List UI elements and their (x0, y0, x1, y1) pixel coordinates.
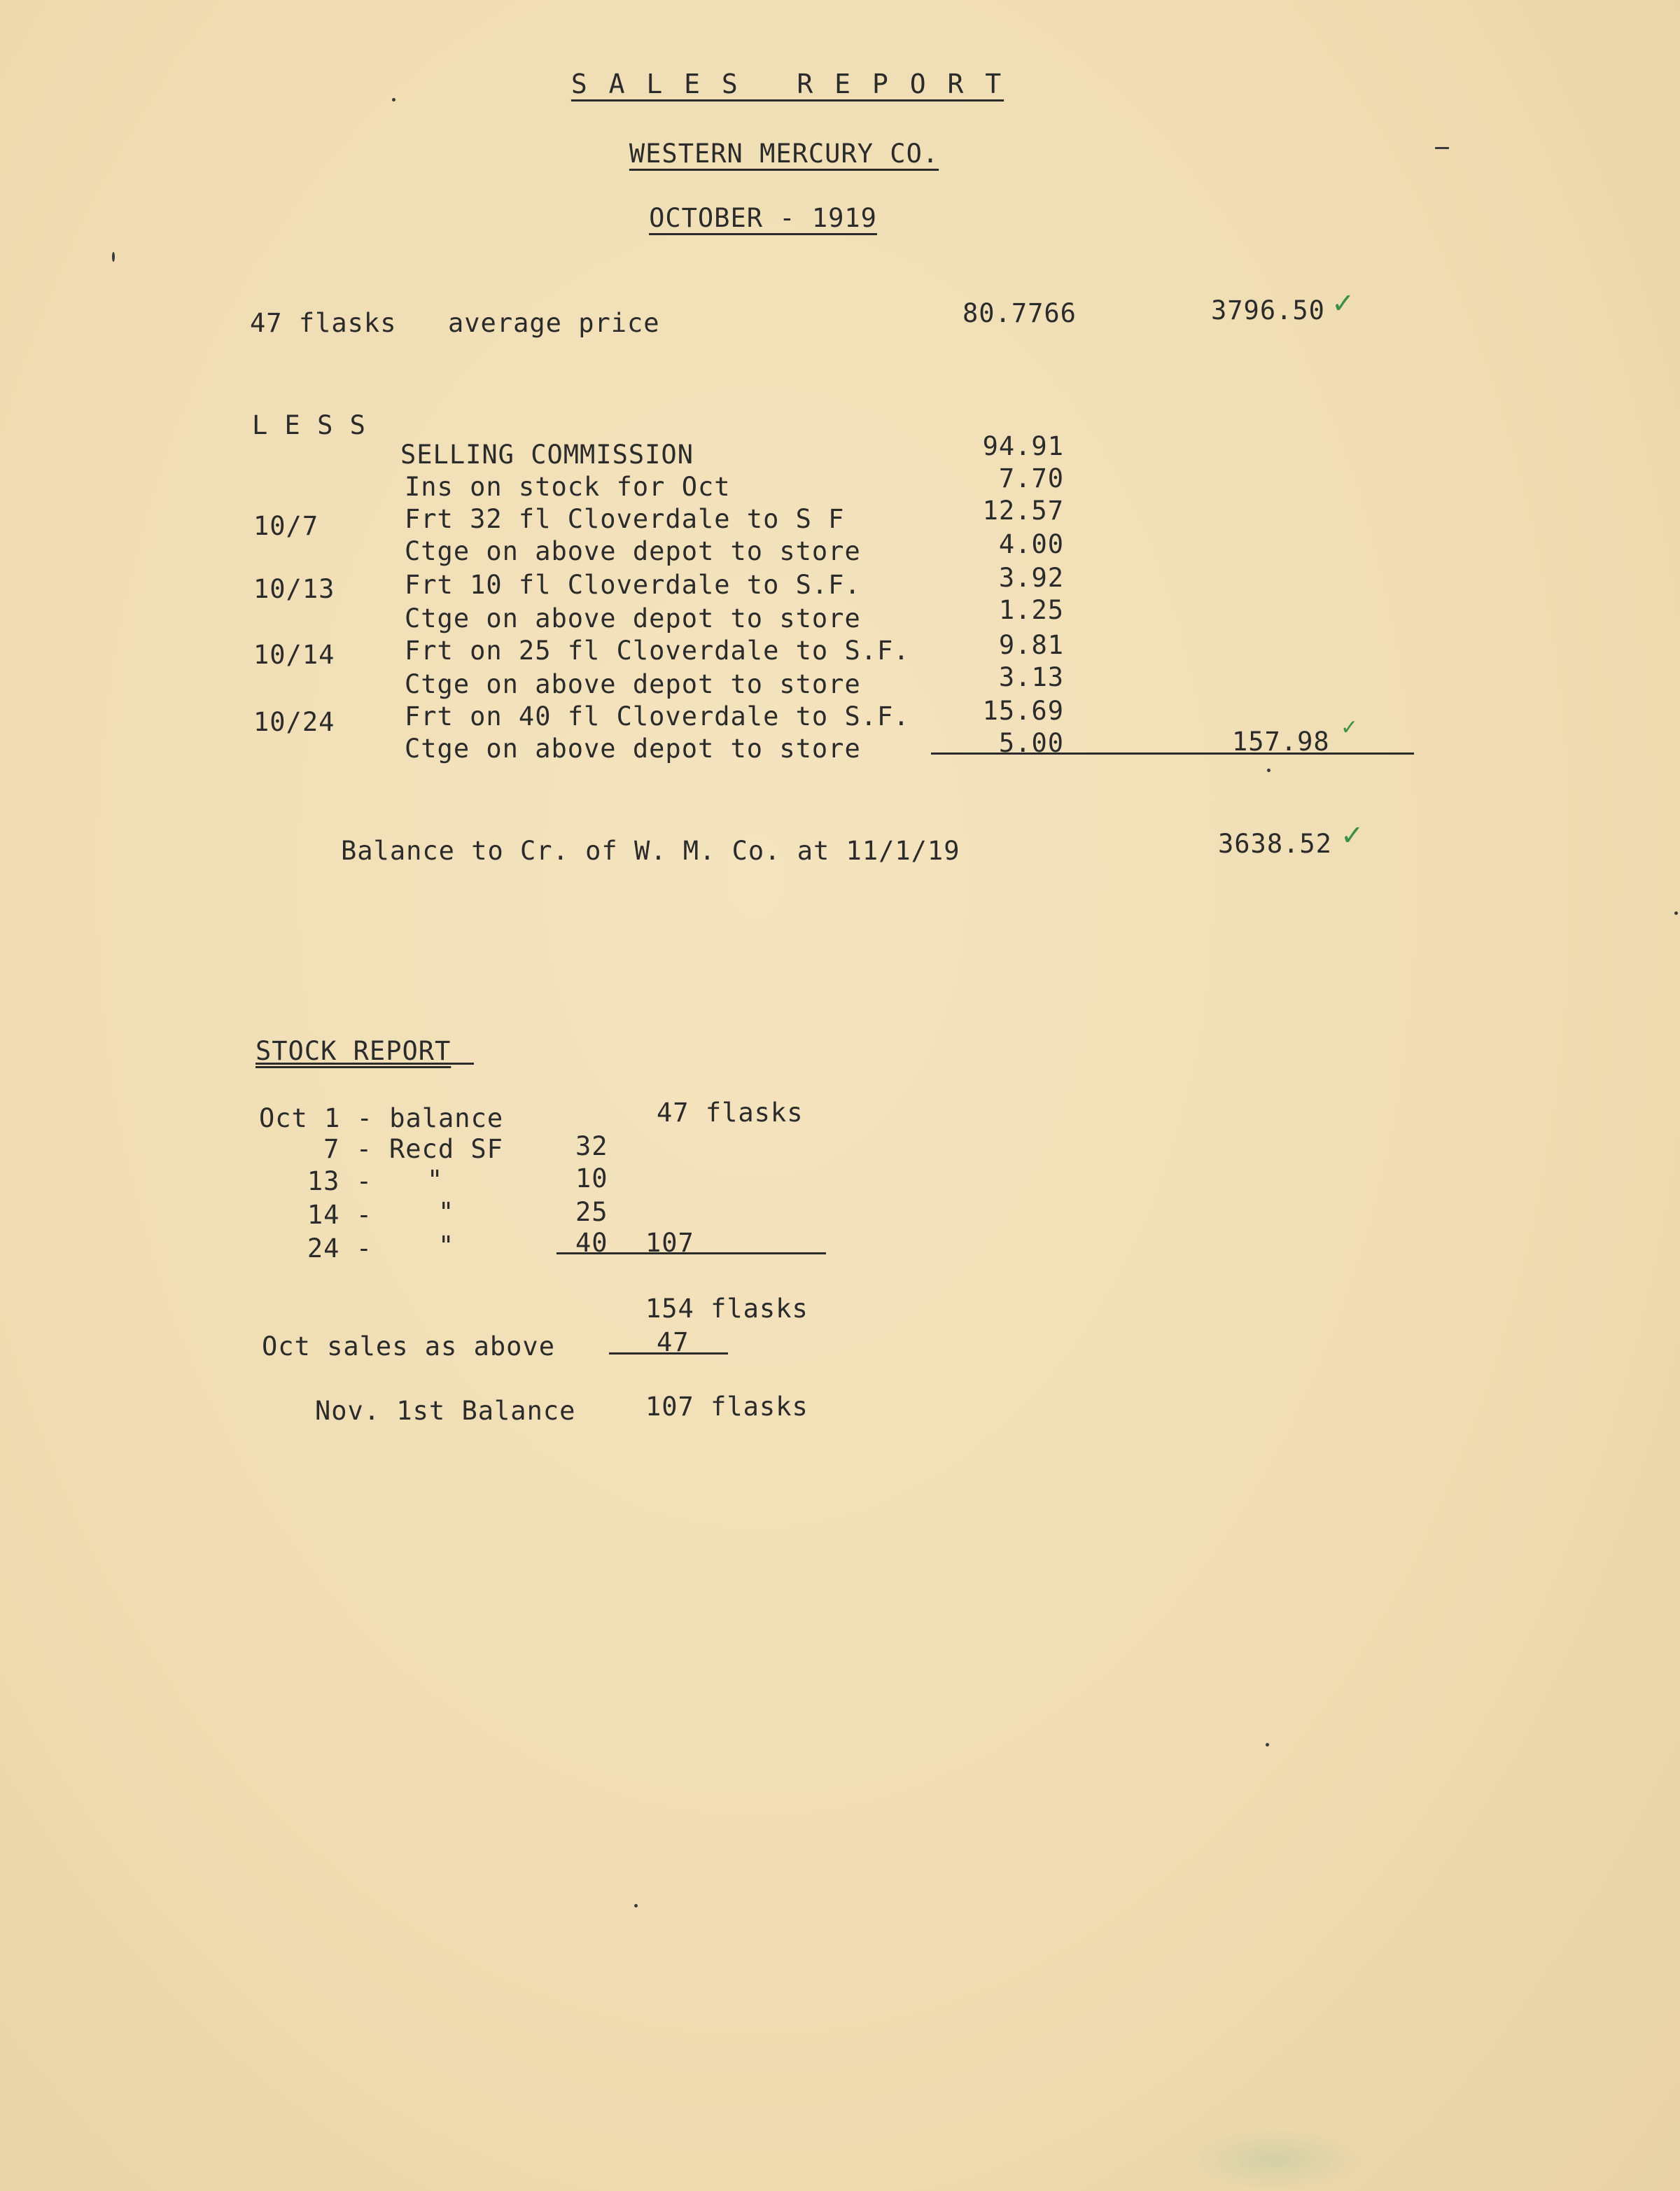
less-amount: 3.92 (998, 563, 1064, 593)
less-desc: Ctge on above depot to store (405, 734, 861, 764)
check-mark-icon: ✓ (1340, 820, 1364, 852)
report-title: S A L E S R E P O R T (570, 69, 1004, 99)
receipt-qty: 25 (575, 1197, 608, 1227)
stock-opening-label: Oct 1 - balance (259, 1103, 504, 1133)
less-amount: 1.25 (998, 595, 1064, 625)
paper-speck (1266, 1743, 1269, 1746)
closing-value: 107 flasks (645, 1392, 808, 1422)
sales-rule (609, 1352, 728, 1354)
receipt-qty: 10 (575, 1163, 608, 1194)
less-amount: 5.00 (998, 728, 1064, 758)
stock-opening-value: 47 flasks (657, 1098, 804, 1128)
less-total: 157.98 (1232, 727, 1330, 757)
less-amount: 15.69 (982, 696, 1064, 726)
receipt-day: 14 - (307, 1200, 372, 1230)
less-date: 10/13 (253, 574, 335, 604)
average-price: 80.7766 (962, 298, 1077, 328)
less-desc: Frt on 40 fl Cloverdale to S.F. (405, 701, 910, 732)
receipt-qty: 40 (575, 1228, 608, 1258)
less-desc: Ctge on above depot to store (405, 603, 861, 634)
receipt-day: 13 - (307, 1166, 372, 1196)
sale-total: 3796.50 (1211, 295, 1325, 326)
less-desc: Frt 32 fl Cloverdale to S F (405, 504, 845, 534)
closing-label: Nov. 1st Balance (315, 1396, 576, 1426)
less-date: 10/14 (253, 640, 335, 670)
less-desc: Frt 10 fl Cloverdale to S.F. (405, 570, 861, 600)
receipts-rule (556, 1252, 826, 1254)
paper-speck (392, 98, 396, 102)
less-amount: 94.91 (982, 431, 1064, 461)
less-amount: 9.81 (998, 630, 1064, 660)
receipts-total: 107 (645, 1228, 694, 1258)
less-amount: 4.00 (998, 529, 1064, 559)
paper-speck (112, 252, 115, 262)
total-rule (931, 752, 1414, 755)
receipt-desc: " (438, 1197, 455, 1227)
paper-stain (1183, 2128, 1365, 2191)
stock-sales-value: 47 (657, 1327, 690, 1357)
receipt-desc: " (438, 1231, 455, 1261)
less-date: 10/24 (253, 707, 335, 737)
sale-quantity: 47 flasks (250, 308, 397, 338)
less-amount: 7.70 (998, 463, 1064, 493)
receipt-desc: Recd SF (389, 1134, 503, 1164)
balance-amount: 3638.52 (1218, 829, 1332, 859)
stock-sales-label: Oct sales as above (262, 1331, 555, 1362)
check-mark-icon: ✓ (1340, 715, 1359, 740)
less-desc: Ins on stock for Oct (405, 472, 731, 502)
stock-heading: STOCK REPORT (255, 1036, 451, 1066)
receipt-day: 7 - (323, 1134, 372, 1164)
less-desc: Frt on 25 fl Cloverdale to S.F. (405, 636, 910, 666)
receipt-qty: 32 (575, 1131, 608, 1161)
less-desc: Ctge on above depot to store (405, 669, 861, 699)
less-amount: 12.57 (982, 496, 1064, 526)
less-heading: L E S S (252, 410, 366, 440)
check-mark-icon: ✓ (1331, 288, 1355, 320)
receipt-desc: " (427, 1165, 444, 1195)
paper-speck (1267, 769, 1270, 772)
sale-label: average price (448, 308, 660, 338)
receipt-day: 24 - (307, 1233, 372, 1264)
paper-speck (634, 1904, 638, 1907)
report-period: OCTOBER - 1919 (649, 203, 877, 233)
stock-subtotal: 154 flasks (645, 1294, 808, 1324)
company-name: WESTERN MERCURY CO. (629, 139, 939, 169)
less-date: 10/7 (253, 511, 319, 541)
less-desc: Ctge on above depot to store (405, 536, 861, 566)
paper-speck (1435, 147, 1449, 149)
less-amount: 3.13 (998, 662, 1064, 692)
heading-rule (255, 1063, 474, 1065)
paper-speck (1674, 911, 1678, 915)
less-desc: SELLING COMMISSION (400, 440, 694, 470)
balance-label: Balance to Cr. of W. M. Co. at 11/1/19 (341, 836, 960, 866)
